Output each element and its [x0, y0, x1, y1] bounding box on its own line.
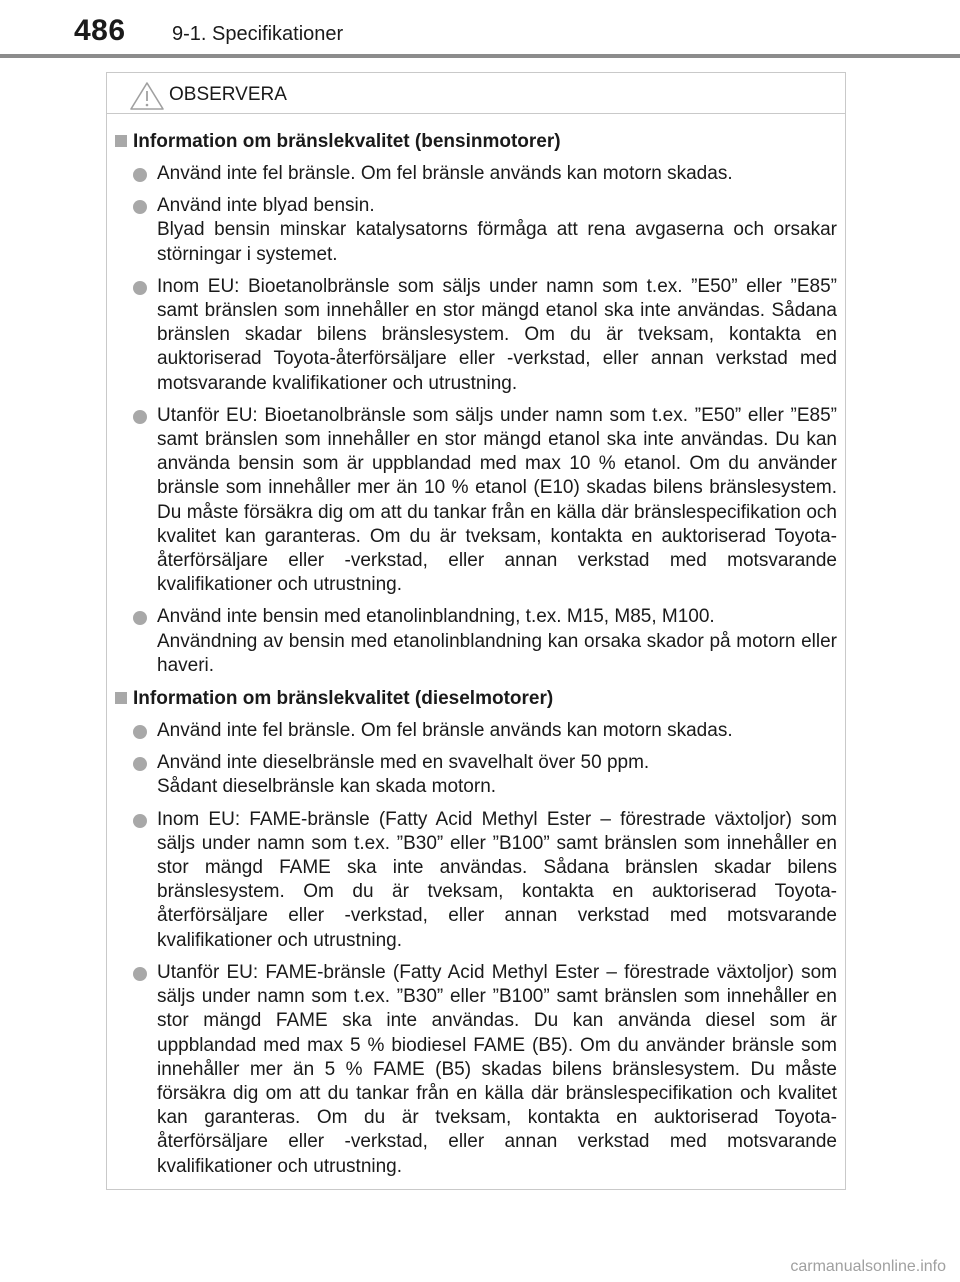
- list-item: [157, 275, 837, 396]
- notice-label: OBSERVERA: [169, 84, 287, 105]
- item-text: Blyad bensin minskar katalysatorns förmåga att rena avgaserna och orsakar störningar i systemet.: [157, 219, 837, 265]
- notice-box: [106, 72, 846, 1190]
- list-item: [157, 404, 837, 598]
- section-heading-text: Information om bränslekvalitet (dieselmotorer): [133, 688, 554, 710]
- item-text: Inom EU: Bioetanolbränsle som säljs under namn som t.ex. ”E50” eller ”E85” samt bränslen som innehåller en stor mängd etanol ska inte användas. Sådana bränslen skadar bilens bränslesystem. Om du är tveksam, kontakta en auktoriserad Toyota-återförsäljare eller -verkstad, eller annan verkstad med motsvarande kvalifikationer och utrustning.: [157, 275, 837, 394]
- item-text: Utanför EU: Bioetanolbränsle som säljs under namn som t.ex. ”E50” eller ”E85” samt bränslen som innehåller en stor mängd etanol ska inte användas. Du kan använda bensin som är uppblandad med max 10 % etanol. Om du använder bränsle som innehåller mer än 10 % etanol (E10) skadas bilens bränslesystem. Du måste försäkra dig om att du tankar från en källa där bränslespecifikation och kvalitet kan garanteras. Om du är tveksam, kontakta en auktoriserad Toyota-återförsäljare eller -verkstad, eller annan verkstad med motsvarande kvalifikationer och utrustning.: [157, 404, 837, 596]
- square-bullet-icon: [115, 692, 127, 704]
- round-bullet-icon: [133, 814, 147, 828]
- square-bullet-icon: [115, 135, 127, 147]
- list-item: [157, 194, 837, 267]
- section-heading-text: Information om bränslekvalitet (bensinmotorer): [133, 131, 561, 152]
- round-bullet-icon: [133, 168, 147, 182]
- list-item: [157, 751, 837, 799]
- item-text: Använd inte blyad bensin.: [157, 195, 375, 217]
- round-bullet-icon: [133, 757, 147, 771]
- list-item: [157, 961, 837, 1179]
- item-text: Användning av bensin med etanolinblandning kan orsaka skador på motorn eller haveri.: [157, 630, 837, 676]
- notice-content: [107, 129, 845, 1187]
- header-rule: [0, 54, 960, 58]
- section-heading: [115, 686, 831, 711]
- list-item: [157, 719, 837, 743]
- round-bullet-icon: [133, 725, 147, 739]
- round-bullet-icon: [133, 410, 147, 424]
- item-text: Sådant dieselbränsle kan skada motorn.: [157, 776, 497, 798]
- round-bullet-icon: [133, 200, 147, 214]
- round-bullet-icon: [133, 281, 147, 295]
- warning-triangle-icon: [129, 81, 165, 111]
- notice-header: [107, 73, 845, 114]
- item-text: Inom EU: FAME-bränsle (Fatty Acid Methyl Ester – förestrade växtoljor) som säljs under namn som t.ex. ”B30” eller ”B100” samt bränslen som innehåller en stor mängd FAME ska inte användas. Sådana bränslen skadar bilens bränslesystem. Om du är tveksam, kontakta en auktoriserad Toyota-återförsäljare eller -verkstad, eller annan verkstad med motsvarande kvalifikationer och utrustning.: [157, 808, 837, 951]
- list-item: [157, 808, 837, 953]
- round-bullet-icon: [133, 967, 147, 981]
- item-text: Använd inte dieselbränsle med en svavelhalt över 50 ppm.: [157, 752, 650, 774]
- page-number: 486: [74, 14, 126, 47]
- section-heading: [115, 129, 831, 154]
- page-header: [0, 0, 960, 58]
- item-text: Använd inte fel bränsle. Om fel bränsle används kan motorn skadas.: [157, 163, 733, 184]
- list-item: [157, 162, 837, 186]
- item-text: Använd inte bensin med etanolinblandning, t.ex. M15, M85, M100.: [157, 606, 715, 628]
- watermark: carmanualsonline.info: [790, 1258, 946, 1275]
- list-item: [157, 605, 837, 678]
- item-text: Använd inte fel bränsle. Om fel bränsle används kan motorn skadas.: [157, 720, 733, 742]
- round-bullet-icon: [133, 611, 147, 625]
- section-title: 9-1. Specifikationer: [172, 23, 344, 45]
- item-text: Utanför EU: FAME-bränsle (Fatty Acid Methyl Ester – förestrade växtoljor) som säljs under namn som t.ex. ”B30” eller ”B100” samt bränslen som innehåller en stor mängd FAME ska inte användas. Du kan använda diesel som är uppblandad med max 5 % biodiesel FAME (B5). Om du använder bränsle som innehåller mer än 5 % FAME (B5) skadas bilens bränslesystem. Du måste försäkra dig om att du tankar från en källa där bränslespecifikation och kvalitet kan garanteras. Om du är tveksam, kontakta en auktoriserad Toyota-återförsäljare eller -verkstad, eller annan verkstad med motsvarande kvalifikationer och utrustning.: [157, 961, 837, 1177]
